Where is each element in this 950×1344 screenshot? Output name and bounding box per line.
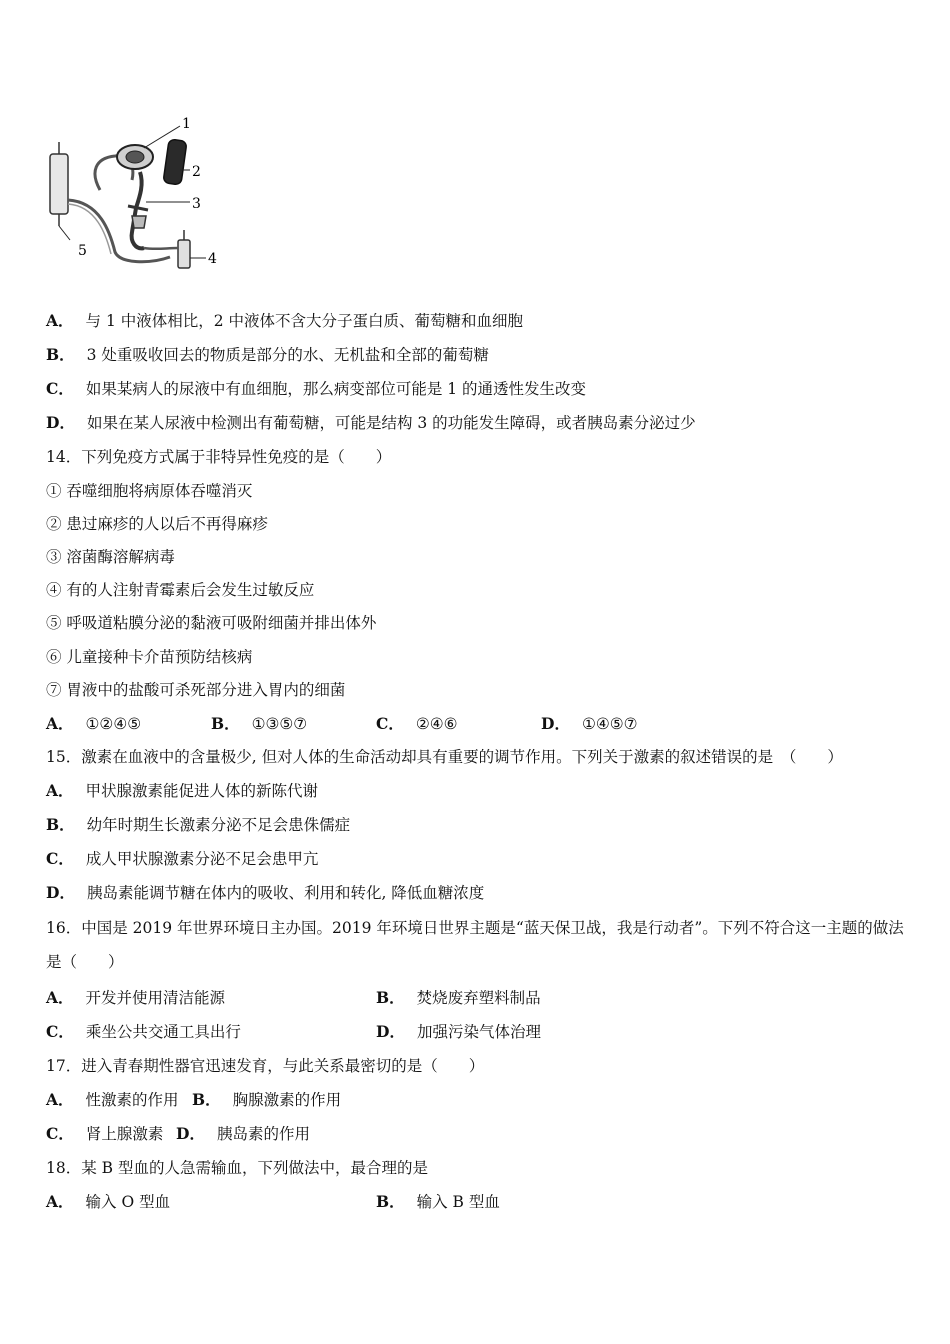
q18-option-a: A． 输入 O 型血: [46, 1192, 171, 1211]
q15-option-c: C． 成人甲状腺激素分泌不足会患甲亢: [46, 849, 319, 868]
q14-option-b: B． ①③⑤⑦: [211, 714, 308, 733]
q16-option-c: C． 乘坐公共交通工具出行: [46, 1022, 241, 1041]
q16-options-row-2: [46, 1022, 926, 1042]
q17-option-d: D． 胰岛素的作用: [176, 1124, 310, 1143]
q14-item-4: ④ 有的人注射青霉素后会发生过敏反应: [46, 581, 315, 599]
q17-option-b: B． 胸腺激素的作用: [192, 1090, 342, 1109]
q14-item-2: ② 患过麻疹的人以后不再得麻疹: [46, 515, 268, 533]
q16-stem: 16．中国是 2019 年世界环境日主办国。2019 年环境日世界主题是“蓝天保卫战，我是行动者”。下列不符合这一主题的做法是（ ）: [46, 919, 904, 971]
q16-options-row-1: [46, 988, 926, 1008]
q18-options: [46, 1192, 926, 1212]
q15-option-d: D． 胰岛素能调节糖在体内的吸收、利用和转化, 降低血糖浓度: [46, 883, 485, 902]
q17-options-row-2: [46, 1124, 926, 1144]
q15-stem: 15．激素在血液中的含量极少, 但对人体的生命活动却具有重要的调节作用。下列关于激素的叙述错误的是 （ ）: [46, 748, 843, 766]
q17-stem: 17．进入青春期性器官迅速发育，与此关系最密切的是（ ）: [46, 1057, 485, 1075]
nephron-diagram: [40, 112, 230, 272]
q14-stem: 14．下列免疫方式属于非特异性免疫的是（ ）: [46, 448, 392, 466]
q16-option-a: A． 开发并使用清洁能源: [46, 988, 226, 1007]
q14-item-1: ① 吞噬细胞将病原体吞噬消灭: [46, 482, 253, 500]
q13-option-a: A． 与 1 中液体相比，2 中液体不含大分子蛋白质、葡萄糖和血细胞: [46, 311, 524, 330]
q16-option-d: D． 加强污染气体治理: [376, 1022, 541, 1041]
figure-label-4: 4: [208, 251, 217, 267]
q15-option-a: A． 甲状腺激素能促进人体的新陈代谢: [46, 781, 319, 800]
figure-label-2: 2: [192, 164, 201, 180]
figure-label-1: 1: [182, 116, 191, 132]
q14-item-7: ⑦ 胃液中的盐酸可杀死部分进入胃内的细菌: [46, 681, 346, 699]
q14-option-c: C． ②④⑥: [376, 714, 458, 733]
q14-item-5: ⑤ 呼吸道粘膜分泌的黏液可吸附细菌并排出体外: [46, 614, 377, 632]
q14-item-6: ⑥ 儿童接种卡介苗预防结核病: [46, 648, 253, 666]
q13-option-d: D． 如果在某人尿液中检测出有葡萄糖，可能是结构 3 的功能发生障碍，或者胰岛素分泌过少: [46, 413, 696, 432]
q13-option-b: B． 3 处重吸收回去的物质是部分的水、无机盐和全部的葡萄糖: [46, 345, 489, 364]
q18-stem: 18．某 B 型血的人急需输血，下列做法中，最合理的是: [46, 1159, 428, 1177]
figure-label-3: 3: [192, 196, 201, 212]
q17-options-row-1: [46, 1090, 926, 1110]
q18-option-b: B． 输入 B 型血: [376, 1192, 500, 1211]
nephron-illustration: [40, 112, 230, 272]
q14-option-a: A． ①②④⑤: [46, 714, 142, 733]
q16-option-b: B． 焚烧废弃塑料制品: [376, 988, 541, 1007]
q15-option-b: B． 幼年时期生长激素分泌不足会患侏儒症: [46, 815, 351, 834]
q13-option-c: C． 如果某病人的尿液中有血细胞，那么病变部位可能是 1 的通透性发生改变: [46, 379, 587, 398]
q17-option-c: C． 肾上腺激素: [46, 1124, 164, 1143]
q14-item-3: ③ 溶菌酶溶解病毒: [46, 548, 175, 566]
q14-options: [46, 714, 926, 734]
q17-option-a: A． 性激素的作用: [46, 1090, 179, 1109]
figure-label-5: 5: [78, 243, 87, 259]
q14-option-d: D． ①④⑤⑦: [541, 714, 638, 733]
